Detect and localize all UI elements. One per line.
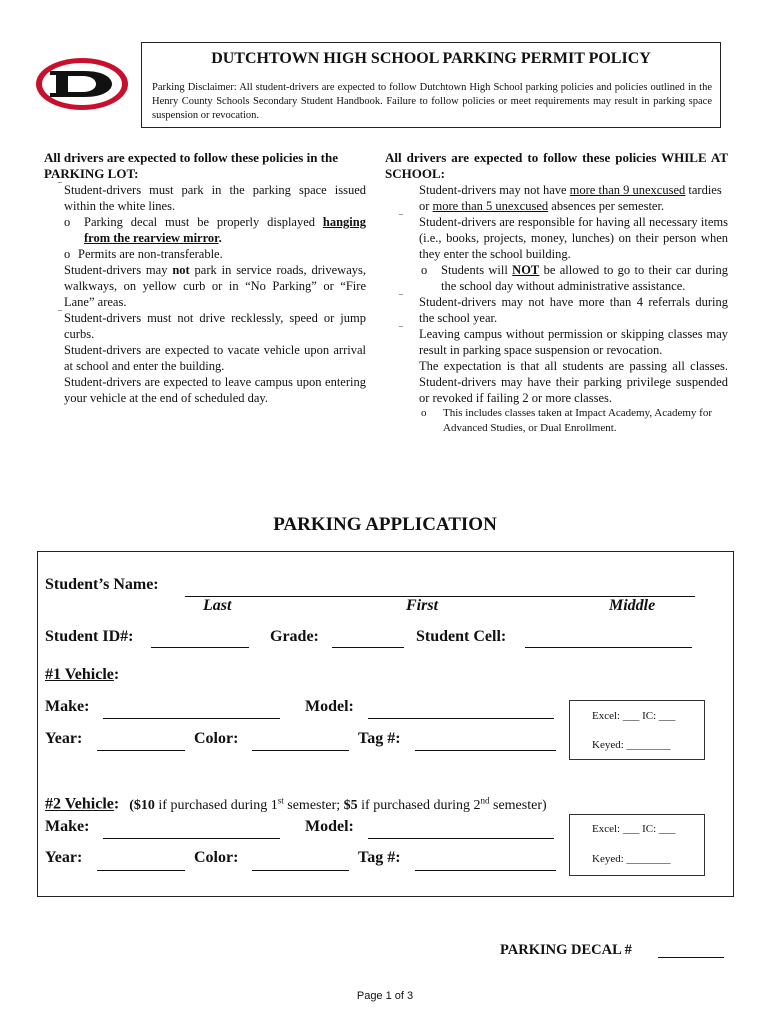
vehicle-2-tag-field[interactable] [415,870,556,871]
year-label: Year: [45,730,83,747]
application-title: PARKING APPLICATION [273,514,497,535]
last-label: Last [203,597,232,614]
parking-decal-label: PARKING DECAL # [500,942,632,958]
make-label: Make: [45,818,90,835]
page-number: Page 1 of 3 [356,990,414,1002]
school-logo [34,56,130,112]
list-item: ‾ Leaving campus without permission or skipping classes may result in parking space suspension or revocation. [399,326,728,357]
model-label: Model: [305,698,354,715]
make-label: Make: [45,698,90,715]
year-label: Year: [45,849,83,866]
color-label: Color: [194,730,239,747]
student-cell-label: Student Cell: [416,628,507,645]
office-use-box-2: Excel: ___ IC: ___ Keyed: ________ [569,814,705,876]
list-item: ‾ Student-drivers are responsible for having all necessary items (i.e., books, projects, money, lunches) on their person when they enter the school building. [399,214,728,261]
office-use-box-1: Excel: ___ IC: ___ Keyed: ________ [569,700,705,760]
first-label: First [406,597,439,614]
vehicle-2-model-field[interactable] [368,838,554,839]
list-item: ‾ Student-drivers must not drive recklessly, speed or jump curbs. [58,310,366,341]
application-form [37,551,734,897]
parking-disclaimer: Parking Disclaimer: All student-drivers are expected to follow Dutchtown High School parking policies and policies outlined in the Henry County Schools Secondary Student Handbook. Failure to follow policies or meet requirements may result in parking space suspension or revocation. [152,82,712,121]
student-name-label: Student’s Name: [45,576,159,593]
vehicle-1-heading: #1 Vehicle: [45,666,120,683]
parking-lot-heading: All drivers are expected to follow these policies in the PARKING LOT: [44,150,339,181]
policy-header-box [141,42,721,128]
vehicle-1-model-field[interactable] [368,718,554,719]
student-cell-field[interactable] [525,647,692,648]
vehicle-2-make-field[interactable] [103,838,280,839]
model-label: Model: [305,818,354,835]
grade-field[interactable] [332,647,404,648]
list-item: Student-drivers may not park in service roads, driveways, walkways, on yellow curb or in “No Parking” or “Fire Lane” areas. [64,263,367,309]
list-item: o Students will NOT be allowed to go to their car during the school day without administrative assistance. [421,263,728,293]
list-item: ‾ Student-drivers may not have more than 4 referrals during the school year. [399,294,728,325]
vehicle-1-tag-field[interactable] [415,750,556,751]
vehicle-2-heading: #2 Vehicle: ($10 if purchased during 1st semester; $5 if purchased during 2nd semester) [45,795,547,813]
list-item: ‾ Student-drivers must park in the parking space issued within the white lines. [58,182,366,213]
at-school-heading: All drivers are expected to follow these policies WHILE AT SCHOOL: [385,150,728,181]
student-id-field[interactable] [151,647,249,648]
vehicle-2-year-field[interactable] [97,870,185,871]
list-item: o This includes classes taken at Impact Academy, Academy for Advanced Studies, or Dual Enrollment. [421,407,713,434]
list-item: Student-drivers may not have more than 9 unexcused tardies or more than 5 unexcused absences per semester. [419,183,722,213]
parking-lot-policies [44,150,366,406]
vehicle-2-color-field[interactable] [252,870,349,871]
list-item: Student-drivers are expected to vacate vehicle upon arrival at school and enter the building. [64,343,366,373]
vehicle-1-make-field[interactable] [103,718,280,719]
tag-label: Tag #: [358,849,401,866]
tag-label: Tag #: [358,730,401,747]
page-title: DUTCHTOWN HIGH SCHOOL PARKING PERMIT POLICY [211,50,651,67]
list-item: Student-drivers are expected to leave campus upon entering your vehicle at the end of scheduled day. [64,375,366,405]
student-id-label: Student ID#: [45,628,134,645]
vehicle-1-year-field[interactable] [97,750,185,751]
at-school-policies [385,150,728,436]
list-item: The expectation is that all students are passing all classes. Student-drivers may have their parking privilege suspended or revoked if failing 2 or more classes. [419,359,728,405]
vehicle-1-color-field[interactable] [252,750,349,751]
list-item: o Permits are non-transferable. [64,247,223,261]
middle-label: Middle [609,597,656,614]
parking-decal-field[interactable] [658,957,724,958]
grade-label: Grade: [270,628,319,645]
list-item: o Parking decal must be properly displayed hanging from the rearview mirror. [64,215,366,245]
color-label: Color: [194,849,239,866]
